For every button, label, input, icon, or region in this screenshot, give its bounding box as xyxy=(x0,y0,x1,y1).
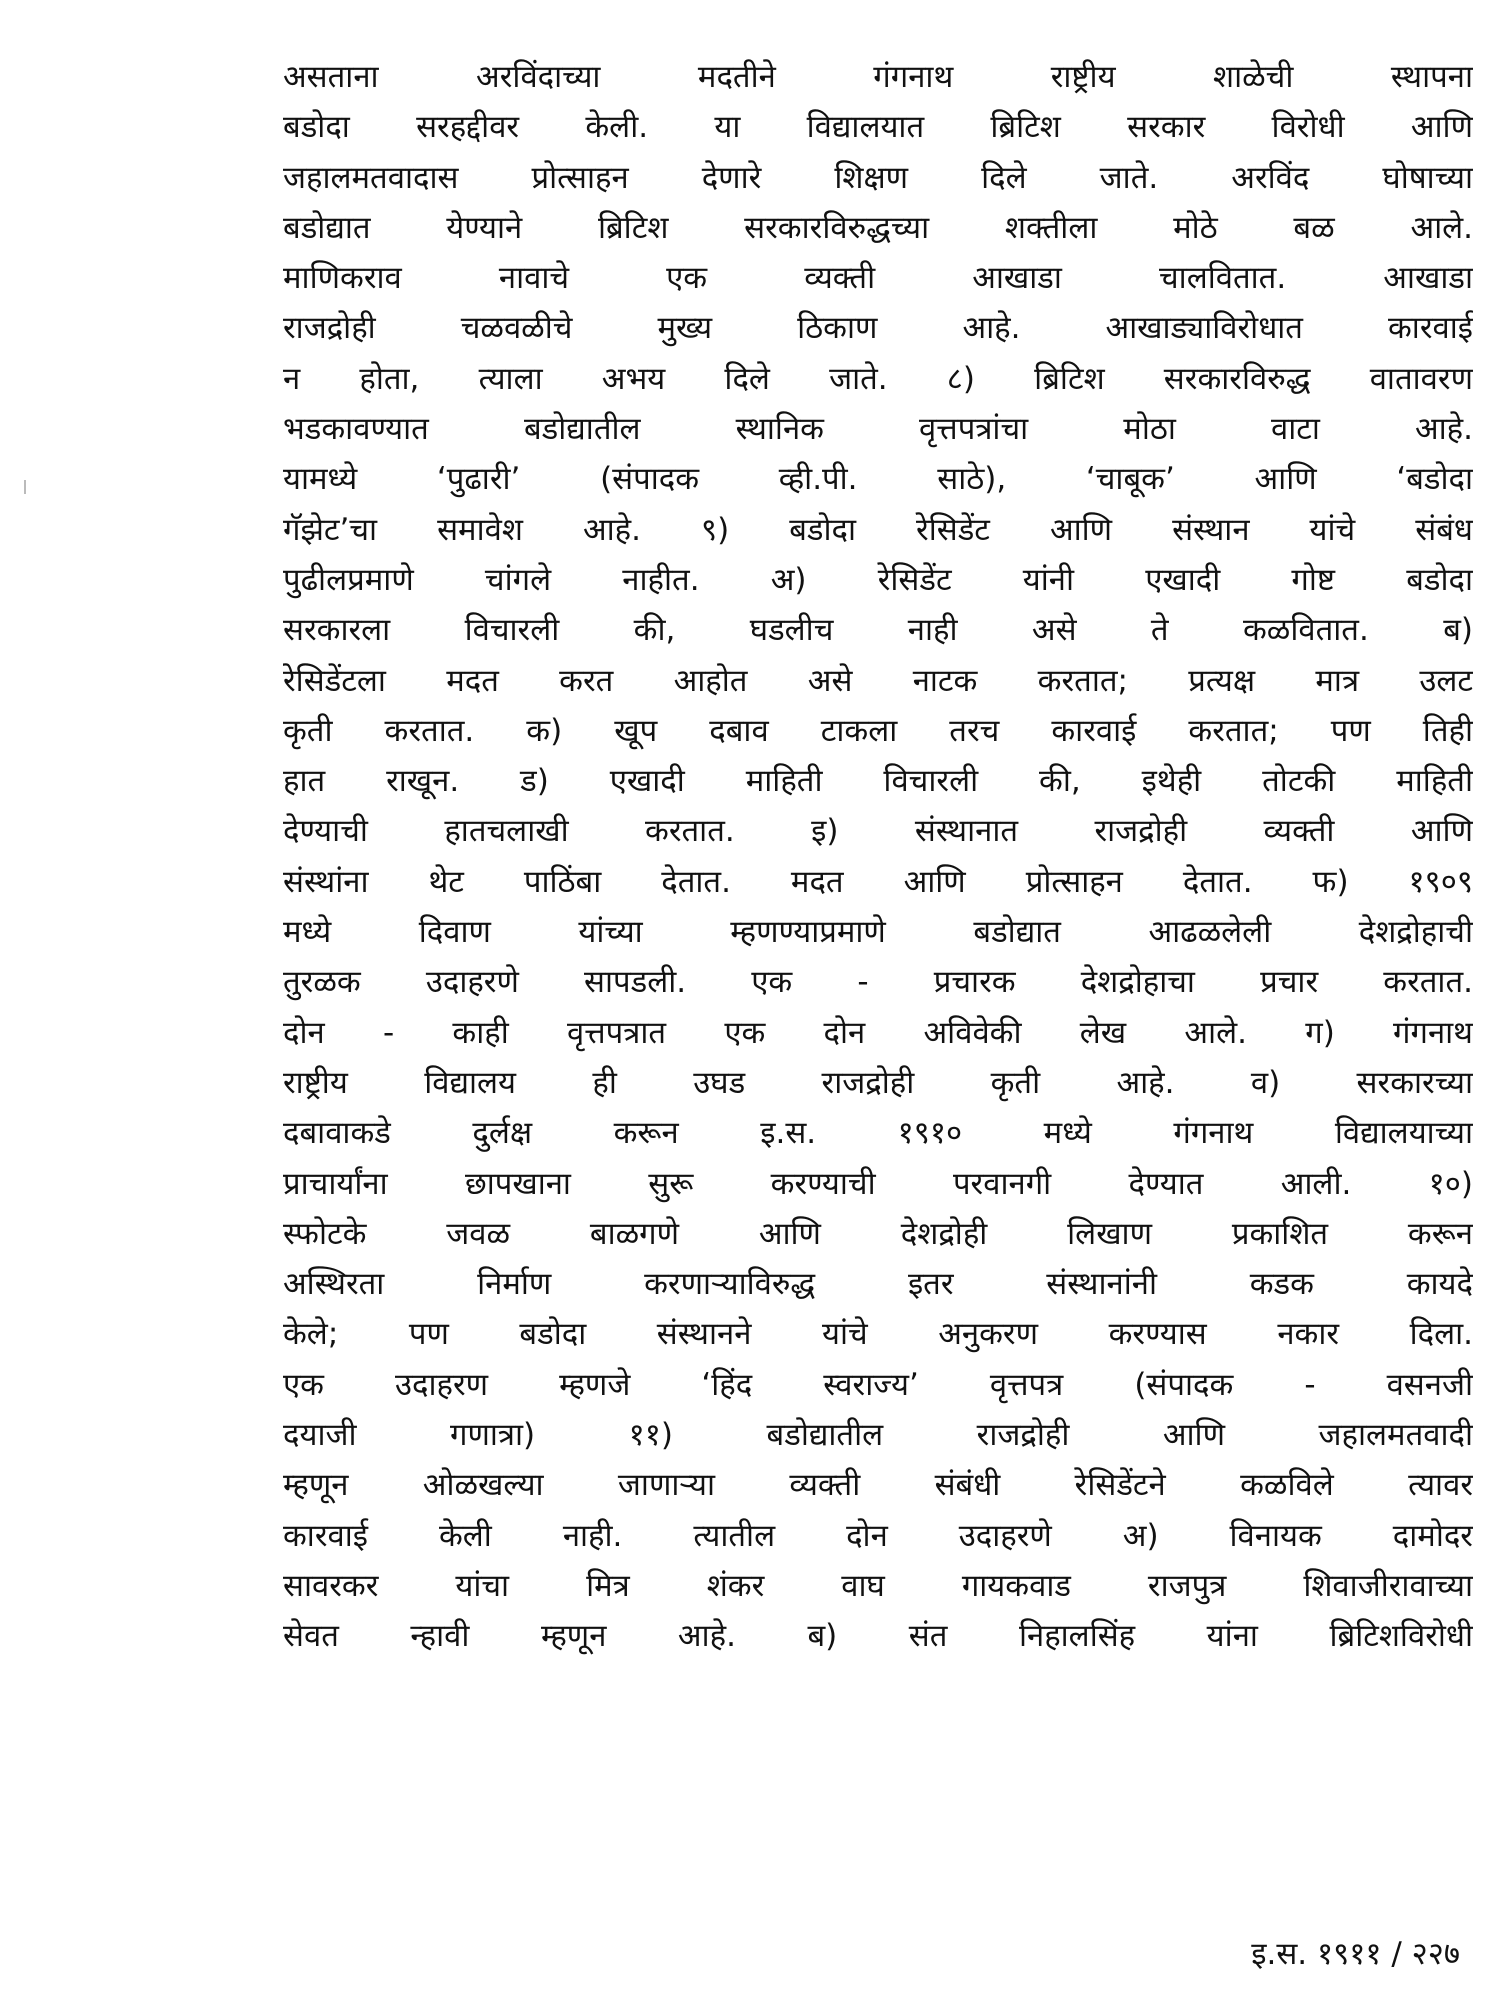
text-line: स्फोटके जवळ बाळगणे आणि देशद्रोही लिखाण प्रकाशित करून xyxy=(283,1215,1473,1252)
text-line: केले; पण बडोदा संस्थानने यांचे अनुकरण करण्यास नकार दिला. xyxy=(283,1316,1473,1353)
text-line: सेवत न्हावी म्हणून आहे. ब) संत निहालसिंह यांना ब्रिटिशविरोधी xyxy=(283,1618,1473,1655)
body-text xyxy=(283,52,1473,1662)
text-line: सरकारला विचारली की, घडलीच नाही असे ते कळवितात. ब) xyxy=(283,612,1473,649)
text-line: सावरकर यांचा मित्र शंकर वाघ गायकवाड राजपुत्र शिवाजीरावाच्या xyxy=(283,1567,1473,1604)
text-line: गॅझेट’चा समावेश आहे. ९) बडोदा रेसिडेंट आणि संस्थान यांचे संबंध xyxy=(283,511,1473,548)
text-line: यामध्ये ‘पुढारी’ (संपादक व्ही.पी. साठे), ‘चाबूक’ आणि ‘बडोदा xyxy=(283,461,1473,498)
text-line: हात राखून. ड) एखादी माहिती विचारली की, इथेही तोटकी माहिती xyxy=(283,763,1473,800)
text-line: संस्थांना थेट पाठिंबा देतात. मदत आणि प्रोत्साहन देतात. फ) १९०९ xyxy=(283,863,1473,900)
text-line: पुढीलप्रमाणे चांगले नाहीत. अ) रेसिडेंट यांनी एखादी गोष्ट बडोदा xyxy=(283,561,1473,598)
text-line: माणिकराव नावाचे एक व्यक्ती आखाडा चालवितात. आखाडा xyxy=(283,260,1473,297)
text-line: कारवाई केली नाही. त्यातील दोन उदाहरणे अ) विनायक दामोदर xyxy=(283,1517,1473,1554)
text-line: बडोद्यात येण्याने ब्रिटिश सरकारविरुद्धच्या शक्तीला मोठे बळ आले. xyxy=(283,209,1473,246)
text-line: देण्याची हातचलाखी करतात. इ) संस्थानात राजद्रोही व्यक्ती आणि xyxy=(283,813,1473,850)
text-line: एक उदाहरण म्हणजे ‘हिंद स्वराज्य’ वृत्तपत्र (संपादक - वसनजी xyxy=(283,1366,1473,1403)
text-line: राजद्रोही चळवळीचे मुख्य ठिकाण आहे. आखाड्याविरोधात कारवाई xyxy=(283,310,1473,347)
page-footer: इ.स. १९११ / २२७ xyxy=(1251,1936,1460,1972)
scan-margin-mark xyxy=(24,480,26,494)
text-line: दबावाकडे दुर्लक्ष करून इ.स. १९१० मध्ये गंगनाथ विद्यालयाच्या xyxy=(283,1115,1473,1152)
text-line: असताना अरविंदाच्या मदतीने गंगनाथ राष्ट्रीय शाळेची स्थापना xyxy=(283,59,1473,95)
text-line: मध्ये दिवाण यांच्या म्हणण्याप्रमाणे बडोद्यात आढळलेली देशद्रोहाची xyxy=(283,914,1473,951)
text-line: भडकावण्यात बडोद्यातील स्थानिक वृत्तपत्रांचा मोठा वाटा आहे. xyxy=(283,411,1473,448)
text-line: तुरळक उदाहरणे सापडली. एक - प्रचारक देशद्रोहाचा प्रचार करतात. xyxy=(283,964,1473,1001)
text-line: कृती करतात. क) खूप दबाव टाकला तरच कारवाई करतात; पण तिही xyxy=(283,712,1473,749)
text-line: दयाजी गणात्रा) ११) बडोद्यातील राजद्रोही आणि जहालमतवादी xyxy=(283,1417,1473,1454)
text-line: प्राचार्यांना छापखाना सुरू करण्याची परवानगी देण्यात आली. १०) xyxy=(283,1165,1473,1202)
text-line: रेसिडेंटला मदत करत आहोत असे नाटक करतात; प्रत्यक्ष मात्र उलट xyxy=(283,662,1473,699)
text-line: राष्ट्रीय विद्यालय ही उघड राजद्रोही कृती आहे. व) सरकारच्या xyxy=(283,1064,1473,1101)
text-line: जहालमतवादास प्रोत्साहन देणारे शिक्षण दिले जाते. अरविंद घोषाच्या xyxy=(283,159,1473,196)
text-line: म्हणून ओळखल्या जाणाऱ्या व्यक्ती संबंधी रेसिडेंटने कळविले त्यावर xyxy=(283,1467,1473,1504)
text-line: बडोदा सरहद्दीवर केली. या विद्यालयात ब्रिटिश सरकार विरोधी आणि xyxy=(283,109,1473,146)
text-line: न होता, त्याला अभय दिले जाते. ८) ब्रिटिश सरकारविरुद्ध वातावरण xyxy=(283,360,1473,397)
text-line: दोन - काही वृत्तपत्रात एक दोन अविवेकी लेख आले. ग) गंगनाथ xyxy=(283,1014,1473,1051)
text-line: अस्थिरता निर्माण करणाऱ्याविरुद्ध इतर संस्थानांनी कडक कायदे xyxy=(283,1266,1473,1303)
